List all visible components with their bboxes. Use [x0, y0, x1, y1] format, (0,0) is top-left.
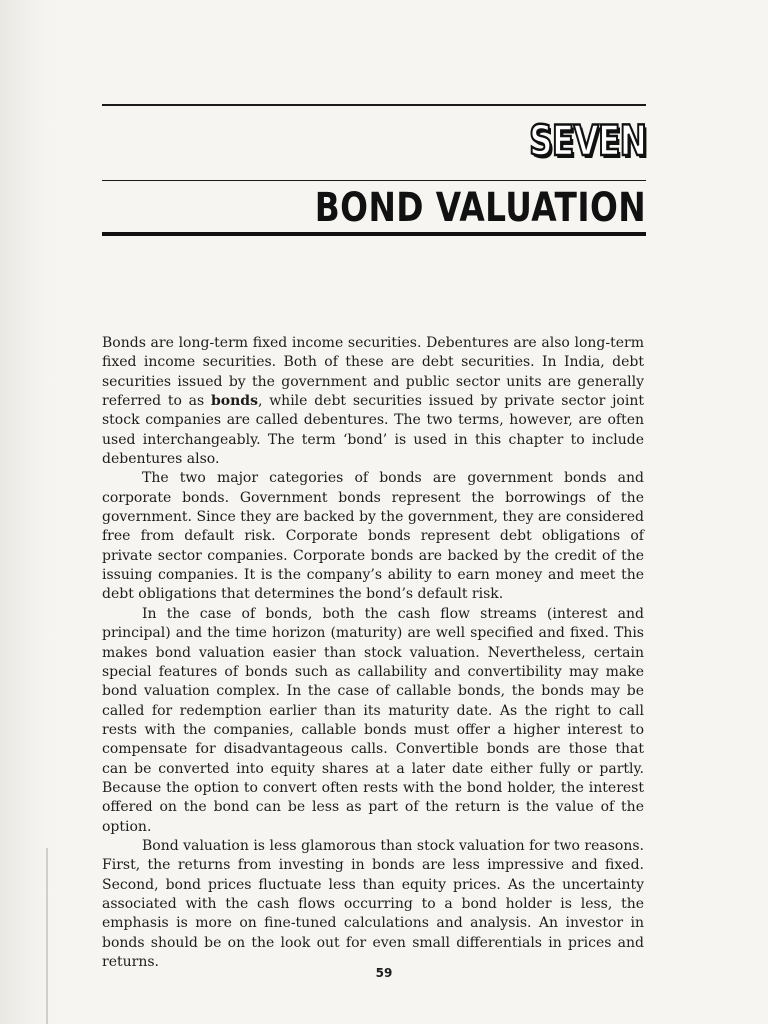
header-rule-top: [102, 104, 646, 106]
page-number: 59: [375, 966, 393, 980]
paragraph-2: The two major categories of bonds are government bonds and corporate bonds. Government bonds represent the borrowings of the government. Since they are backed by the government, they are considered free from default risk. Corporate bonds represent debt obligations of private sector companies. Corporate bonds are backed by the credit of the issuing companies. It is the company’s ability to earn money and meet the debt obligations that determines the bond’s default risk.: [102, 470, 644, 603]
paragraph-1-text-start: Bonds are long-term fixed income securities. Debentures are also long-term fixed income securities. Both of these are debt securities. In India, debt securities issued by the government and public sector units are generally referred to as: [102, 335, 644, 410]
chapter-title: BOND VALUATION: [314, 185, 646, 231]
paragraph-1-text-end: , while debt securities issued by private sector joint stock companies are called debentures. The two terms, however, are often used interchangeably. The term ‘bond’ is used in this chapter to include debentures also.: [102, 393, 644, 468]
chapter-number: SEVEN: [528, 116, 646, 165]
page-edge-shadow: [0, 0, 52, 1024]
header-rule-bottom: [102, 232, 646, 236]
paragraph-1: [102, 334, 644, 469]
binding-mark: [46, 848, 48, 1024]
paragraph-3: In the case of bonds, both the cash flow streams (interest and principal) and the time horizon (maturity) are well specified and fixed. This makes bond valuation easier than stock valuation. Nevertheless, certain special features of bonds such as callability and convertibility may make bond valuation complex. In the case of callable bonds, the bonds may be called for redemption earlier than its maturity date. As the right to call rests with the companies, callable bonds must offer a higher interest to compensate for disadvantageous calls. Convertible bonds are those that can be converted into equity shares at a later date either fully or partly. Because the option to convert often rests with the bond holder, the interest offered on the bond can be less as part of the return is the value of the option.: [102, 605, 644, 835]
header-rule-middle: [102, 180, 646, 181]
paragraph-1-bold-term: bonds: [210, 393, 258, 410]
paragraph-4: Bond valuation is less glamorous than stock valuation for two reasons. First, the returns from investing in bonds are less impressive and fixed. Second, bond prices fluctuate less than equity prices. As the uncertainty associated with the cash flows occurring to a bond holder is less, the emphasis is more on fine-tuned calculations and analysis. An investor in bonds should be on the look out for even small differentials in prices and returns.: [102, 837, 644, 970]
chapter-body: [102, 334, 644, 972]
